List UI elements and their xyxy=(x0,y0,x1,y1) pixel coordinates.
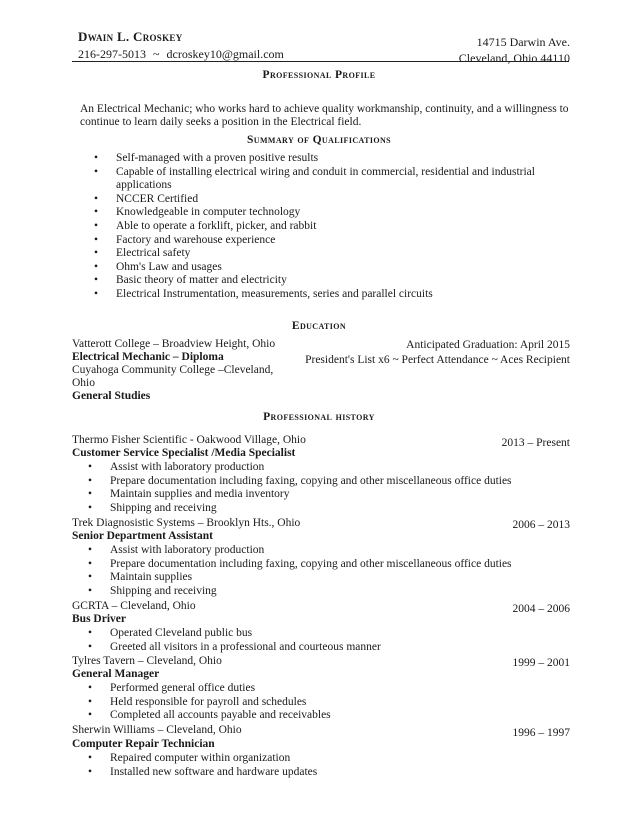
job-duties xyxy=(88,627,560,654)
job-title: General Manager xyxy=(72,668,160,680)
profile-text: An Electrical Mechanic; who works hard to achieve quality workmanship, continuity, and a willingness to continue to learn daily seeks a position in the Electrical field. xyxy=(80,103,569,128)
list-item: • Maintain supplies and media inventory xyxy=(88,488,290,501)
job-dates: 2006 – 2013 xyxy=(512,519,570,531)
school-2-line-2: Ohio xyxy=(72,377,95,389)
list-item: • Greeted all visitors in a professional and courteous manner xyxy=(88,640,381,653)
job-title: Senior Department Assistant xyxy=(72,530,213,542)
job-dates: 2013 – Present xyxy=(501,437,570,449)
address-line-2: Cleveland, Ohio 44110 xyxy=(458,51,570,65)
list-item: • Electrical safety xyxy=(94,247,191,260)
job-employer: GCRTA – Cleveland, Ohio xyxy=(72,600,196,612)
school-2-line-1: Cuyahoga Community College –Cleveland, xyxy=(72,364,274,376)
list-item: • Assist with laboratory production xyxy=(88,461,265,473)
job-dates: 2004 – 2006 xyxy=(512,603,570,615)
list-item: • Able to operate a forklift, picker, and rabbit xyxy=(94,219,317,232)
list-item: • Completed all accounts payable and receivables xyxy=(88,709,331,722)
email-address: dcroskey10@gmail.com xyxy=(166,47,284,61)
list-item: • Factory and warehouse experience xyxy=(94,233,276,246)
profile-heading: Professional Profile xyxy=(262,69,376,81)
list-item: • Maintain supplies xyxy=(88,571,193,584)
job-duties xyxy=(88,752,560,779)
list-item: • Capable of installing electrical wiring and conduit in commercial, residential and industrial applications xyxy=(94,165,535,192)
list-item: • Self-managed with a proven positive results xyxy=(94,152,319,164)
list-item: • Performed general office duties xyxy=(88,682,256,694)
list-item: • Prepare documentation including faxing, copying and other miscellaneous office duties xyxy=(88,557,512,570)
list-item: • Held responsible for payroll and schedules xyxy=(88,695,307,708)
list-item: • Shipping and receiving xyxy=(88,584,217,597)
list-item: • Repaired computer within organization xyxy=(88,752,291,764)
applicant-name: Dwain L. Croskey xyxy=(78,29,183,44)
list-item: • Shipping and receiving xyxy=(88,501,217,514)
job-employer: Tylres Tavern – Cleveland, Ohio xyxy=(72,655,222,667)
list-item: • Prepare documentation including faxing, copying and other miscellaneous office duties xyxy=(88,474,512,487)
job-title: Customer Service Specialist /Media Specialist xyxy=(72,447,296,459)
list-item: • Electrical Instrumentation, measurements, series and parallel circuits xyxy=(94,287,433,300)
phone-number: 216-297-5013 xyxy=(78,47,146,61)
graduation-date: Anticipated Graduation: April 2015 xyxy=(406,339,570,351)
list-item: • Operated Cleveland public bus xyxy=(88,627,253,639)
header-rule xyxy=(72,61,569,62)
job-duties xyxy=(88,682,560,723)
list-item: • Assist with laboratory production xyxy=(88,544,265,556)
honors: President's List x6 ~ Perfect Attendance ~ Aces Recipient xyxy=(305,354,570,366)
job-employer: Trek Diagnosistic Systems – Brooklyn Hts., Ohio xyxy=(72,517,301,529)
job-duties xyxy=(88,544,560,598)
degree-1: Electrical Mechanic – Diploma xyxy=(72,351,224,363)
list-item: • Ohm's Law and usages xyxy=(94,260,222,273)
history-heading: Professional history xyxy=(263,411,375,423)
qualifications-list xyxy=(94,152,556,302)
education-heading: Education xyxy=(291,320,347,332)
contact-line xyxy=(78,47,284,62)
degree-2: General Studies xyxy=(72,390,151,402)
school-1: Vatterott College – Broadview Height, Ohio xyxy=(72,338,276,350)
list-item: • Basic theory of matter and electricity xyxy=(94,274,287,287)
job-dates: 1999 – 2001 xyxy=(512,657,570,669)
qualifications-heading: Summary of Qualifications xyxy=(247,134,391,146)
job-title: Computer Repair Technician xyxy=(72,738,215,750)
address-line-1: 14715 Darwin Ave. xyxy=(476,35,570,49)
list-item: • Knowledgeable in computer technology xyxy=(94,206,301,219)
list-item: • NCCER Certified xyxy=(94,192,199,205)
list-item: • Installed new software and hardware updates xyxy=(88,765,318,778)
job-title: Bus Driver xyxy=(72,613,126,625)
job-duties xyxy=(88,461,560,515)
job-employer: Sherwin Williams – Cleveland, Ohio xyxy=(72,724,242,736)
job-employer: Thermo Fisher Scientific - Oakwood Village, Ohio xyxy=(72,434,306,446)
job-dates: 1996 – 1997 xyxy=(512,727,570,739)
contact-separator: ~ xyxy=(153,47,160,61)
